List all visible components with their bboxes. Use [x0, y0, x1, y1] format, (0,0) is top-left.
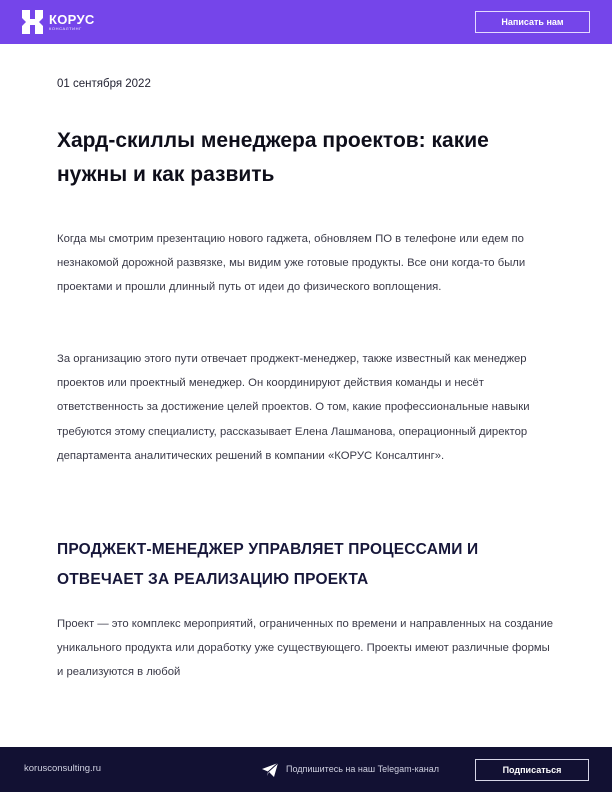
article-paragraph-2: За организацию этого пути отвечает проджект-менеджер, также известный как менеджер проектов или проектный менеджер. Он координируют действия команды и несёт ответственность за достижение целей проектов. О том, какие профессиональные навыки требуются этому специалисту, рассказывает Елена Лашманова, операционный директор департамента аналитических решений в компании «КОРУС Консалтинг». — [57, 353, 530, 462]
section-heading: ПРОДЖЕКТ-МЕНЕДЖЕР УПРАВЛЯЕТ ПРОЦЕССАМИ И ОТВЕЧАЕТ ЗА РЕАЛИЗАЦИЮ ПРОЕКТА — [57, 541, 479, 588]
logo-name: КОРУС — [49, 11, 95, 27]
korus-logo[interactable] — [22, 10, 95, 34]
telegram-icon — [262, 763, 278, 777]
section-paragraph: Проект — это комплекс мероприятий, ограниченных по времени и направленных на создание уникального продукта или доработку уже существующего. Проекты имеют различные формы и реализуются в любой — [57, 618, 554, 679]
article-date: 01 сентября 2022 — [57, 78, 151, 90]
site-link[interactable]: korusconsulting.ru — [24, 763, 102, 774]
logo-subtitle: КОНСАЛТИНГ — [49, 25, 82, 31]
telegram-cta-text[interactable]: Подпишитесь на наш Telegam-канал — [286, 764, 439, 774]
contact-us-button[interactable]: Написать нам — [475, 11, 590, 33]
top-bar — [0, 0, 612, 44]
logo-text — [49, 13, 95, 32]
article-paragraph-1: Когда мы смотрим презентацию нового гаджета, обновляем ПО в телефоне или едем по незнакомой дорожной развязке, мы видим уже готовые продукты. Все они когда-то были проектами и прошли длинный путь от идеи до физического воплощения. — [57, 233, 526, 294]
subscribe-button[interactable]: Подписаться — [475, 759, 589, 781]
footer-bar — [0, 747, 612, 792]
korus-logo-icon — [22, 10, 43, 34]
article-title: Хард-скиллы менеджера проектов: какие нужны и как развить — [57, 129, 489, 186]
